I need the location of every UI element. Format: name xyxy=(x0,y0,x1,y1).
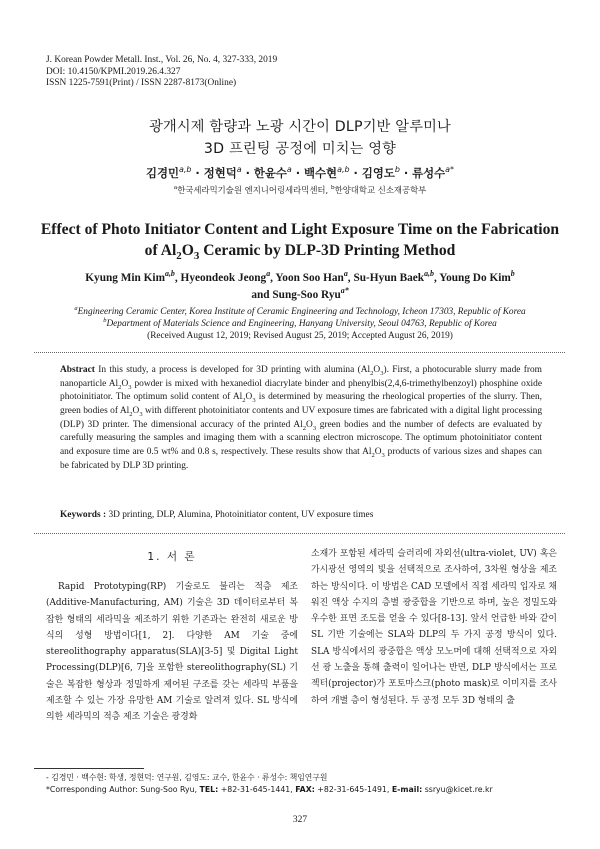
aff-sup: b xyxy=(330,185,335,192)
fn-label: TEL: xyxy=(199,784,219,794)
abstract-sub: 2 xyxy=(370,369,374,377)
page-number: 327 xyxy=(292,815,308,825)
footnote-rule xyxy=(34,768,144,769)
korean-authors: 김경민$^{a,b}$ · 정현덕$^a$ · 한윤수$^a$ · 백수현$^{a,b}$ · 김영도$^b$ · 류성수$^{a*}$ xyxy=(145,165,455,180)
korean-author: 김경민 xyxy=(145,166,179,180)
fn-label: FAX: xyxy=(295,784,315,794)
korean-title xyxy=(0,116,600,160)
author-sup: a,b xyxy=(178,165,192,175)
issn: ISSN 1225-7591(Print) / ISSN 2287-8173(Online) xyxy=(46,78,237,88)
abstract xyxy=(60,364,542,473)
journal-citation: J. Korean Powder Metall. Inst., Vol. 26, No. 4, 327-333, 2019 xyxy=(46,55,278,65)
divider xyxy=(34,533,565,534)
section-heading: 1. 서 론 xyxy=(147,551,197,563)
title-sub: 3 xyxy=(193,250,200,263)
body-right-column: 소재가 포함된 세라믹 슬러리에 자외선(ultra-violet, UV) 혹은 가시광선 영역의 빛을 선택적으로 조사하여, 3차원 형상을 제조하는 방식이다. 이 방법은 CAD 모델에서 직접 세라믹 입자로 채워진 액상 수지의 층별 광중합을 기반으로 하며, 높은 정밀도와 우수한 표면 조도를 얻을 수 있다[8-13]. 앞서 언급한 바와 같이 SL 기반 기술에는 SLA와 DLP의 두 가지 공정 방식이 있다. SLA 방식에서의 광중합은 액상 모노머에 대해 선택적으로 자외선 광 노출을 통해 출력이 일어나는 반면, DLP 방식에서는 프로젝터(projector)가 포토마스크(photo mask)로 이미지를 조사하여 개별 층이 형성된다. 두 공정 모두 3D 형태의 출 xyxy=(311,549,557,706)
english-aff-b: Department of Materials Science and Engineering, Hanyang University, Seoul 04763, Republic of Korea xyxy=(106,319,497,330)
abstract-text: O xyxy=(245,392,253,403)
korean-aff-a: 한국세라믹기술원 엔지니어링세라믹센터, xyxy=(177,185,331,195)
abstract-text: O xyxy=(374,446,382,457)
english-author: Kyung Min Kim xyxy=(85,272,165,284)
abstract-text: powder is mixed with hexanediol diacrylate binder and phenylbis(2,4,6-trimethylbenzoyl) phosphine oxide photoinitiator. The optimum solid content of Al xyxy=(60,378,542,403)
fn-text: +82-31-645-1491, xyxy=(314,784,392,794)
abstract-sub: 2 xyxy=(371,451,375,459)
journal-header xyxy=(46,55,277,90)
english-authors-line1: Kyung Min Kim$^{a,b}$, Hyeondeok Jeong$^a$, Yoon Soo Han$^a$, Su-Hyun Baek$^{a,b}$, Young Do Kim$^b$ xyxy=(85,269,515,284)
abstract-label: Abstract xyxy=(60,365,95,375)
abstract-sub: 3 xyxy=(381,451,385,459)
korean-author: 김영도 xyxy=(361,166,395,180)
english-authors xyxy=(20,270,580,304)
abstract-sub: 3 xyxy=(128,383,132,391)
author-sup: a,b xyxy=(337,165,350,175)
abstract-sub: 2 xyxy=(129,410,133,418)
english-author: Yoon Soo Han xyxy=(275,272,344,284)
author-and: and xyxy=(251,289,273,301)
author-sup: a,b xyxy=(424,269,434,279)
aff-sup: a xyxy=(74,304,78,312)
corresponding-author xyxy=(46,784,493,796)
author-sup: a xyxy=(266,269,271,279)
fn-email: ssryu@kicet.re.kr xyxy=(422,784,493,794)
abstract-sub: 2 xyxy=(302,424,307,432)
aff-sup: a xyxy=(173,185,178,192)
footnote-roles: - 김경민 · 백수현: 학생, 정현덕: 연구원, 김영도: 교수, 한윤수 · 류성수: 책임연구원 xyxy=(46,773,328,782)
abstract-sub: 3 xyxy=(380,369,384,377)
korean-affiliations xyxy=(0,184,600,196)
abstract-text: products of various sizes and shapes can be fabricated by DLP 3D printing. xyxy=(60,446,542,471)
footnote xyxy=(46,772,493,795)
abstract-text: In this study, a process is developed for 3D printing with alumina (Al xyxy=(94,365,371,375)
keywords-label: Keywords : xyxy=(60,510,107,520)
divider xyxy=(34,352,565,353)
abstract-text: is determined by measuring the rheological properties of the slurry. Then, green bodies of Al xyxy=(60,392,542,416)
english-affiliations xyxy=(20,306,580,343)
english-aff-b-line xyxy=(20,318,580,330)
korean-author: 백수현 xyxy=(304,166,338,180)
abstract-sub: 2 xyxy=(118,383,122,391)
english-authors-line2 xyxy=(20,287,580,304)
english-title-line1: Effect of Photo Initiator Content and Light Exposure Time on the Fabrication xyxy=(40,221,560,238)
abstract-sub: 3 xyxy=(312,424,317,432)
author-sup: b xyxy=(510,269,515,279)
keywords-text: 3D printing, DLP, Alumina, Photoinitiator content, UV exposure times xyxy=(106,510,374,520)
english-author: Sung-Soo Ryu xyxy=(272,289,341,301)
abstract-text: green bodies and the number of defects are evaluated by carefully measuring the samples and imaging them with a scanning electron microscope. The optimum photoinitiator content and exposure time are 0.5 wt% and 0.8 s, respectively. These results show that Al xyxy=(60,419,543,457)
author-sup: a* xyxy=(445,165,455,175)
received-dates: (Received August 12, 2019; Revised August 25, 2019; Accepted August 26, 2019) xyxy=(147,331,453,342)
author-sup: a,b xyxy=(164,269,175,279)
fn-text: *Corresponding Author: Sung-Soo Ryu, xyxy=(46,784,200,794)
abstract-text: O xyxy=(306,419,313,430)
english-author: Young Do Kim xyxy=(439,272,511,284)
abstract-text: O xyxy=(373,365,381,375)
abstract-sub: 3 xyxy=(252,397,256,405)
doi: DOI: 10.4150/KPMI.2019.26.4.327 xyxy=(46,66,181,77)
aff-sup: b xyxy=(103,317,107,325)
author-sup: a* xyxy=(340,286,349,296)
korean-author: 한윤수 xyxy=(253,166,287,180)
abstract-text: O xyxy=(121,378,129,389)
abstract-sub: 2 xyxy=(242,397,246,405)
author-sup: b xyxy=(394,165,400,175)
korean-author: 류성수 xyxy=(412,166,446,180)
english-author: Hyeondeok Jeong xyxy=(180,272,267,284)
fn-text: +82-31-645-1441, xyxy=(218,784,296,794)
english-author: Su-Hyun Baek xyxy=(353,272,425,284)
english-title-line2 xyxy=(20,240,580,261)
abstract-text: O xyxy=(132,405,140,416)
korean-author: 정현덕 xyxy=(203,166,237,180)
english-aff-a: Engineering Ceramic Center, Korea Institute of Ceramic Engineering and Technology, Icheon 17303, Republic of Korea xyxy=(77,307,526,317)
title-sub: 2 xyxy=(176,250,182,263)
korean-title-line1: 광개시제 함량과 노광 시간이 DLP기반 알루미나 xyxy=(149,119,451,135)
title-text: Ceramic by DLP-3D Printing Method xyxy=(199,242,456,259)
author-sup: a xyxy=(343,269,348,279)
author-sup: a xyxy=(286,165,292,175)
english-title xyxy=(20,219,580,261)
title-text: of Al xyxy=(144,242,177,259)
title-text: O xyxy=(181,242,194,259)
keywords xyxy=(60,510,542,520)
korean-title-line2: 3D 프린팅 공정에 미치는 영향 xyxy=(203,141,397,157)
fn-label: E-mail: xyxy=(391,784,423,794)
abstract-text: ). First, a photocurable slurry made from nanoparticle Al xyxy=(60,365,542,389)
body-left-column: Rapid Prototyping(RP) 기술로도 불리는 적층 제조(Additive-Manufacturing, AM) 기술은 3D 데이터로부터 복잡한 형태의 세라믹을 제조하기 위한 기존과는 완전히 새로운 방식의 성형 방법이다[1, 2]. 다양한 AM 기술 중에 stereolithography apparatus(SLA)[3-5] 및 Digital Light Processing(DLP)[6, 7]을 포함한 stereolithography(SL) 기술은 복잡한 형상과 정밀하게 제어된 구조를 갖는 세라믹 부품을 제조할 수 있는 가장 유망한 AM 기술로 알려져 있다. SL 방식에 의한 세라믹의 적층 제조 기술은 광경화 xyxy=(46,582,298,723)
korean-aff-b: 한양대학교 신소재공학부 xyxy=(334,185,427,195)
abstract-text: with different photoinitiator contents and UV exposure times are fabricated with a digital light processing (DLP) 3D printer. The dimensional accuracy of the printed Al xyxy=(60,405,543,430)
abstract-sub: 3 xyxy=(139,410,143,418)
author-sup: a xyxy=(236,165,242,175)
